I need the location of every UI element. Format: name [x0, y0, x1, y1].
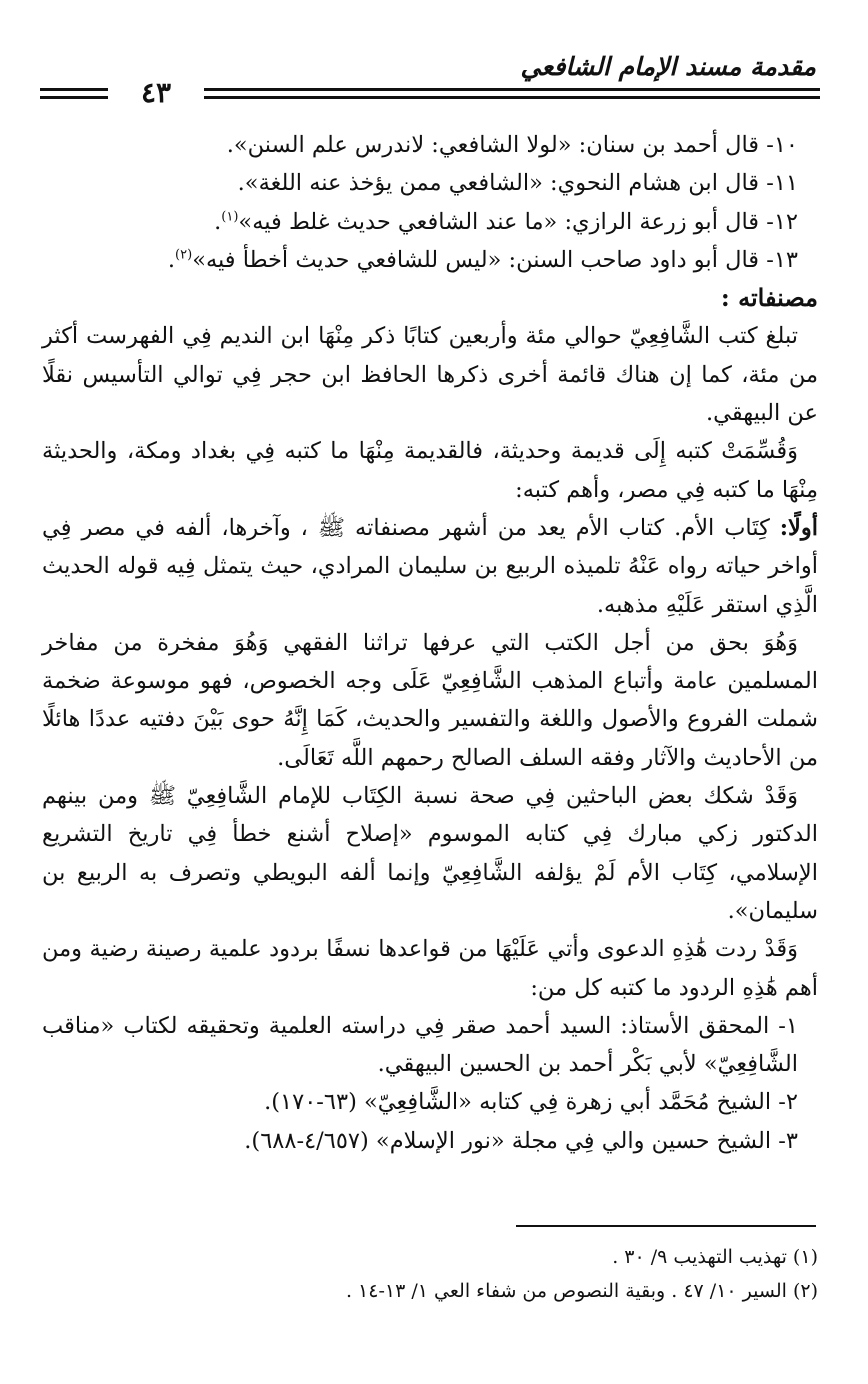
paragraph [42, 509, 818, 624]
section-heading: مصنفاته : [720, 283, 818, 313]
paragraph: تبلغ كتب الشَّافِعِيّ حوالي مئة وأربعين كتابًا ذكر مِنْهَا ابن النديم فِي الفهرست أكثر من مئة، كما إن هناك قائمة أخرى ذكرها الحافظ ابن حجر فِي توالي التأسيس نقلًا عن البيهقي. [42, 323, 818, 427]
item-number: ١٠- [766, 132, 798, 158]
header-rule-short [40, 88, 108, 91]
paragraph-text: كِتَاب الأم. كتاب الأم يعد من أشهر مصنفاته ﷺ ، وآخرها، ألفه في مصر فِي أواخر حياته رواه عَنْهُ تلميذه الربيع بن سليمان المرادي، حيث يتمثل فِيه قوله الحديث الَّذِي استقر عَلَيْهِ مذهبه. [42, 514, 818, 618]
footnote: (١) تهذيب التهذيب ٩/ ٣٠ . [612, 1246, 818, 1268]
quote-item [42, 164, 818, 202]
footnote-ref: (٢) [175, 247, 193, 263]
paragraph: وَهُوَ بحق من أجل الكتب التي عرفها تراثنا الفقهي وَهُوَ مفخرة من مفاخر المسلمين عامة وأتباع المذهب الشَّافِعِيّ عَلَى وجه الخصوص، فهو موسوعة ضخمة شملت الفروع والأصول واللغة والتفسير والحديث، كَمَا إِنَّهُ حوى بَيْنَ دفتيه عددًا هائلًا من الأحاديث والآثار وفقه السلف الصالح رحمهم اللَّه تَعَالَى. [42, 629, 818, 771]
paragraph-lead: أولًا: [779, 514, 818, 541]
page-number: ٤٣ [140, 76, 172, 109]
header-rule-short [40, 96, 108, 99]
item-number: ١٣- [766, 246, 798, 273]
item-text: المحقق الأستاذ: السيد أحمد صقر فِي دراسته العلمية وتحقيقه لكتاب «مناقب الشَّافِعِيّ» لأبي بَكْر أحمد بن الحسين البيهقي. [42, 1012, 798, 1078]
item-text: قال أبو داود صاحب السنن: «ليس للشافعي حديث أخطأ فيه» [192, 246, 760, 273]
item-number: ١- [778, 1012, 798, 1039]
quote-item: ١٢- قال أبو زرعة الرازي: «ما عند الشافعي حديث غلط فيه»$^{(١)}$. [214, 208, 798, 235]
item-number: ٢- [778, 1089, 798, 1116]
header-rule [204, 96, 820, 99]
item-number: ١٢- [766, 208, 798, 235]
item-text: الشيخ مُحَمَّد أبي زهرة فِي كتابه «الشَّافِعِيّ» (٦٣-١٧٠). [264, 1089, 772, 1116]
footnote: (٢) السير ١٠/ ٤٧ . وبقية النصوص من شفاء العي ١/ ١٣-١٤ . [345, 1280, 818, 1302]
item-text: قال أحمد بن سنان: «لولا الشافعي: لاندرس علم السنن». [226, 132, 760, 158]
running-title: مقدمة مسند الإمام الشافعي [520, 52, 816, 81]
footnote-ref: (١) [221, 209, 239, 225]
paragraph: وَقَدْ شكك بعض الباحثين فِي صحة نسبة الكِتَاب للإمام الشَّافِعِيّ ﷺ ومن بينهم الدكتور زكي مبارك فِي كتابه الموسوم «إصلاح أشنع خطأ فِي تاريخ التشريع الإسلامي، كِتَاب الأم لَمْ يؤلفه الشَّافِعِيّ وإنما ألفه البويطي وتصرف به الربيع بن سليمان». [42, 783, 818, 924]
item-number: ١١- [766, 170, 798, 197]
footnote-separator [516, 1225, 816, 1227]
header-rule [204, 88, 820, 91]
quote-item: ١٣- قال أبو داود صاحب السنن: «ليس للشافعي حديث أخطأ فيه»$^{(٢)}$. [167, 246, 798, 273]
list-item [42, 1122, 818, 1160]
item-text: قال أبو زرعة الرازي: «ما عند الشافعي حديث غلط فيه» [238, 208, 760, 235]
quote-item [42, 126, 818, 164]
item-number: ٣- [778, 1127, 798, 1154]
paragraph: وَقُسِّمَتْ كتبه إِلَى قديمة وحديثة، فالقديمة مِنْهَا ما كتبه فِي بغداد ومكة، والحديثة مِنْهَا ما كتبه فِي مصر، وأهم كتبه: [42, 438, 818, 503]
main-text [42, 126, 818, 1160]
list-item [42, 1007, 818, 1084]
item-text: قال ابن هشام النحوي: «الشافعي ممن يؤخذ عنه اللغة». [237, 170, 760, 197]
paragraph: وَقَدْ ردت هَٰذِهِ الدعوى وأتي عَلَيْهَا من قواعدها نسفًا بردود علمية رصينة رضية ومن أهم هَٰذِهِ الردود ما كتبه كل من: [42, 936, 818, 1001]
footnotes [42, 1240, 818, 1308]
item-text: الشيخ حسين والي فِي مجلة «نور الإسلام» (٤/٦٥٧-٦٨٨). [244, 1127, 772, 1154]
list-item [42, 1083, 818, 1121]
